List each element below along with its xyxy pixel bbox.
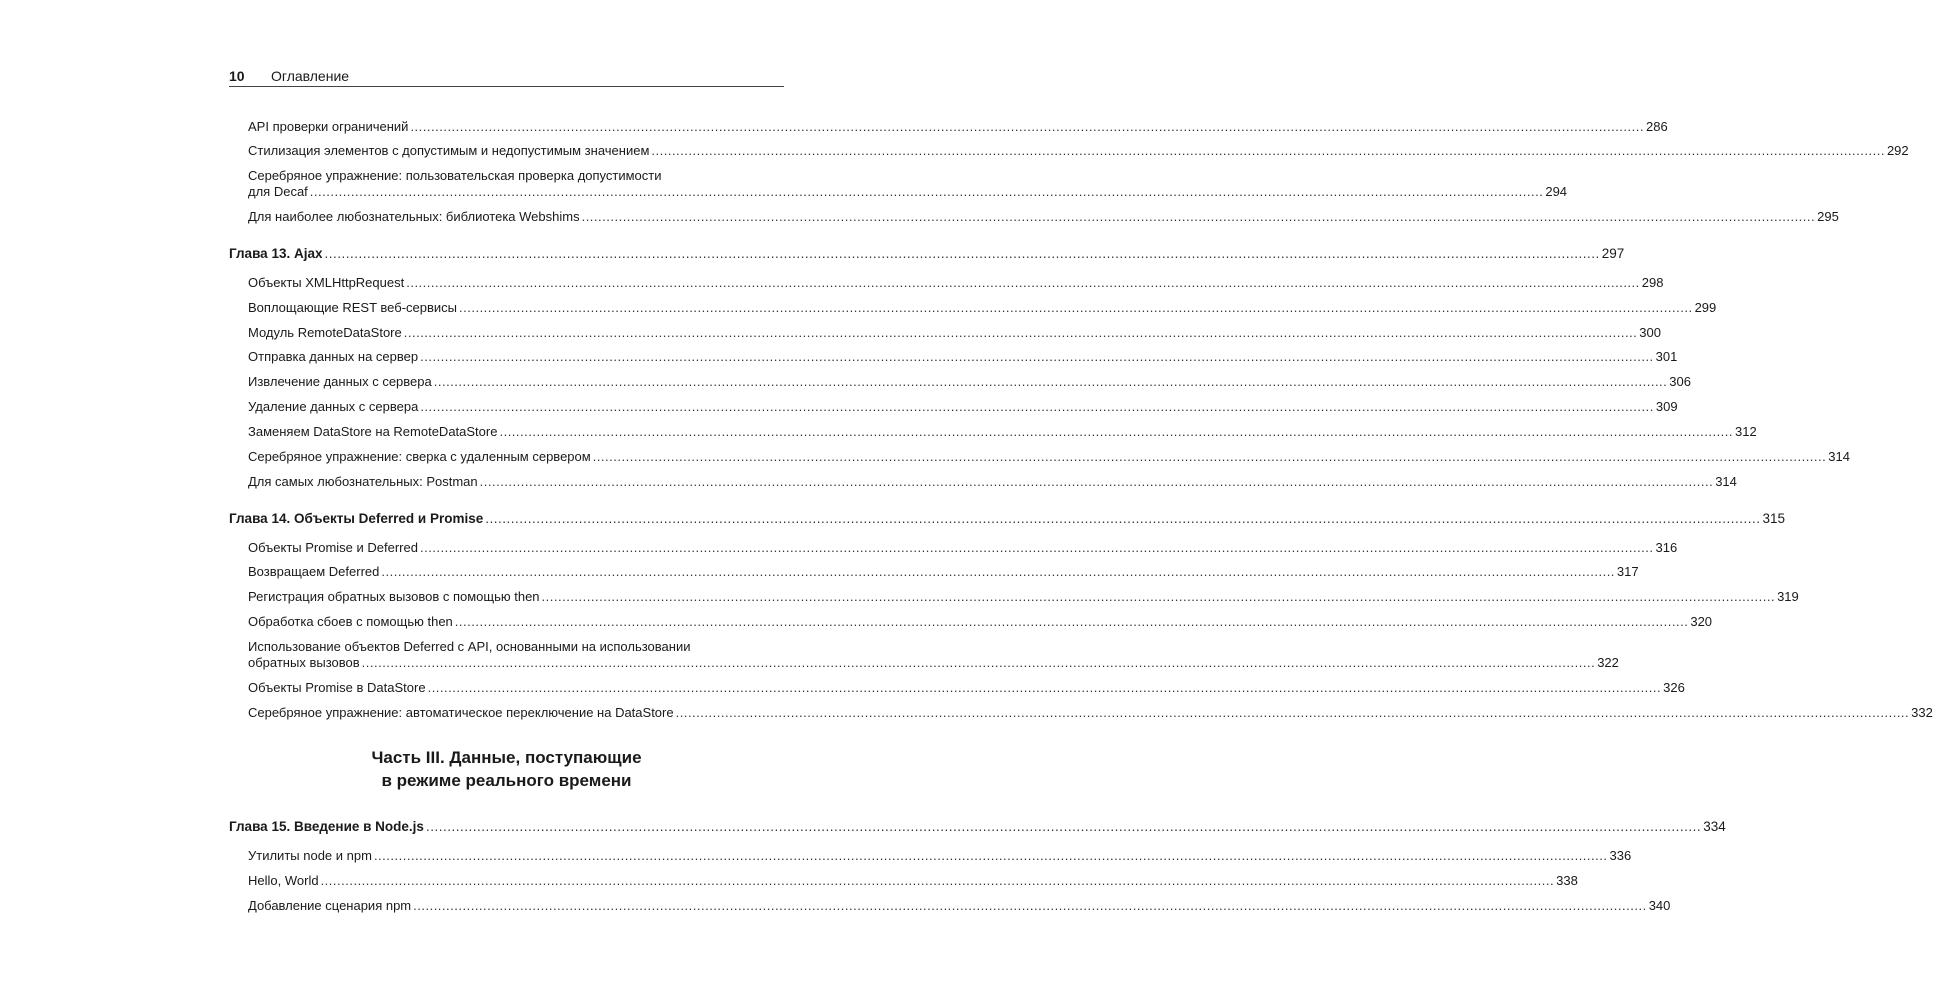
- toc-entry[interactable]: Обработка сбоев с помощью then ............................................................................................................................................................................................................................................................................................................ 320: [248, 614, 1713, 629]
- toc-entry[interactable]: Для самых любознательных: Postman ............................................................................................................................................................................................................................................................................................................ 314: [248, 474, 1737, 489]
- leader-dots: ............................................................................................................................................................................................................................................................................................................: [485, 511, 1761, 526]
- entry-page: 292: [1886, 143, 1909, 158]
- leader-dots: ............................................................................................................................................................................................................................................................................................................: [413, 898, 1647, 913]
- leader-dots: ............................................................................................................................................................................................................................................................................................................: [419, 540, 1654, 555]
- entry-page: 322: [1597, 655, 1619, 670]
- entry-page: 340: [1648, 898, 1671, 913]
- leader-dots: ............................................................................................................................................................................................................................................................................................................: [309, 184, 1544, 199]
- entry-page: 306: [1669, 374, 1691, 389]
- toc-entry[interactable]: Объекты Promise и Deferred ............................................................................................................................................................................................................................................................................................................ 316: [248, 540, 1678, 555]
- toc-entry[interactable]: Регистрация обратных вызовов с помощью then ............................................................................................................................................................................................................................................................................................................ 319: [248, 589, 1799, 604]
- leader-dots: ............................................................................................................................................................................................................................................................................................................: [675, 705, 1910, 720]
- chapter-page: 315: [1762, 511, 1785, 526]
- entry-page: 317: [1616, 564, 1639, 579]
- page-number: 10: [229, 68, 245, 84]
- leader-dots: ............................................................................................................................................................................................................................................................................................................: [651, 143, 1885, 158]
- toc-entry[interactable]: Добавление сценария npm ............................................................................................................................................................................................................................................................................................................ 340: [248, 898, 1671, 913]
- toc-entry[interactable]: Стилизация элементов с допустимым и недопустимым значением ............................................................................................................................................................................................................................................................................................................ 292: [248, 143, 1909, 158]
- leader-dots: ............................................................................................................................................................................................................................................................................................................: [433, 374, 1668, 389]
- toc-entry[interactable]: Серебряное упражнение: пользовательская проверка допустимости для Decaf ............................................................................................................................................................................................................................................................................................................ 294: [248, 168, 1568, 199]
- leader-dots: ............................................................................................................................................................................................................................................................................................................: [320, 873, 1555, 888]
- toc-entry[interactable]: API проверки ограничений ............................................................................................................................................................................................................................................................................................................ 286: [248, 119, 1668, 134]
- leader-dots: ............................................................................................................................................................................................................................................................................................................: [454, 614, 1689, 629]
- toc-entry[interactable]: Для наиболее любознательных: библиотека Webshims ............................................................................................................................................................................................................................................................................................................ 295: [248, 209, 1839, 224]
- chapter-heading[interactable]: Глава 14. Объекты Deferred и Promise ............................................................................................................................................................................................................................................................................................................ 315: [229, 511, 1785, 526]
- leader-dots: ............................................................................................................................................................................................................................................................................................................: [541, 589, 1776, 604]
- toc-entry[interactable]: Извлечение данных с сервера ............................................................................................................................................................................................................................................................................................................ 306: [248, 374, 1691, 389]
- toc-entry[interactable]: Объекты Promise в DataStore ............................................................................................................................................................................................................................................................................................................ 326: [248, 680, 1685, 695]
- leader-dots: ............................................................................................................................................................................................................................................................................................................: [381, 564, 1615, 579]
- entry-page: 319: [1777, 589, 1799, 604]
- entry-page: 332: [1911, 705, 1933, 720]
- leader-dots: ............................................................................................................................................................................................................................................................................................................: [459, 300, 1693, 315]
- entry-page: 326: [1663, 680, 1685, 695]
- leader-dots: ............................................................................................................................................................................................................................................................................................................: [324, 246, 1600, 261]
- entry-page: 286: [1645, 119, 1668, 134]
- leader-dots: ............................................................................................................................................................................................................................................................................................................: [592, 449, 1827, 464]
- toc-entry[interactable]: Hello, World ............................................................................................................................................................................................................................................................................................................ 338: [248, 873, 1578, 888]
- leader-dots: ............................................................................................................................................................................................................................................................................................................: [420, 349, 1654, 364]
- toc-entry[interactable]: Удаление данных с сервера ............................................................................................................................................................................................................................................................................................................ 309: [248, 399, 1678, 414]
- running-header: [229, 66, 784, 87]
- leader-dots: ............................................................................................................................................................................................................................................................................................................: [499, 424, 1734, 439]
- leader-dots: ............................................................................................................................................................................................................................................................................................................: [420, 399, 1654, 414]
- leader-dots: ............................................................................................................................................................................................................................................................................................................: [410, 119, 1644, 134]
- chapter-heading[interactable]: Глава 13. Ajax ............................................................................................................................................................................................................................................................................................................ 297: [229, 246, 1625, 261]
- entry-page: 316: [1655, 540, 1678, 555]
- leader-dots: ............................................................................................................................................................................................................................................................................................................: [406, 275, 1640, 290]
- toc-entry[interactable]: Серебряное упражнение: сверка с удаленным сервером ............................................................................................................................................................................................................................................................................................................ 314: [248, 449, 1850, 464]
- header-title: Оглавление: [271, 68, 350, 84]
- entry-page: 320: [1690, 614, 1713, 629]
- toc-entry[interactable]: Возвращаем Deferred ............................................................................................................................................................................................................................................................................................................ 317: [248, 564, 1639, 579]
- entry-page: 299: [1694, 300, 1717, 315]
- leader-dots: ............................................................................................................................................................................................................................................................................................................: [425, 819, 1702, 834]
- entry-page: 309: [1655, 399, 1678, 414]
- leader-dots: ............................................................................................................................................................................................................................................................................................................: [427, 680, 1662, 695]
- entry-page: 314: [1715, 474, 1737, 489]
- chapter-page: 297: [1601, 246, 1625, 261]
- toc-entry[interactable]: Заменяем DataStore на RemoteDataStore ............................................................................................................................................................................................................................................................................................................ 312: [248, 424, 1757, 439]
- toc-entry[interactable]: Отправка данных на сервер ............................................................................................................................................................................................................................................................................................................ 301: [248, 349, 1678, 364]
- entry-page: 294: [1545, 184, 1568, 199]
- toc-entry[interactable]: Использование объектов Deferred с API, основанными на использовании обратных вызовов ............................................................................................................................................................................................................................................................................................................ 322: [248, 639, 1619, 670]
- entry-page: 336: [1609, 848, 1632, 863]
- chapter-heading[interactable]: Глава 15. Введение в Node.js ............................................................................................................................................................................................................................................................................................................ 334: [229, 819, 1726, 834]
- entry-page: 295: [1817, 209, 1839, 224]
- toc-entry[interactable]: Воплощающие REST веб-сервисы ............................................................................................................................................................................................................................................................................................................ 299: [248, 300, 1717, 315]
- toc-entry[interactable]: Объекты XMLHttpRequest ............................................................................................................................................................................................................................................................................................................ 298: [248, 275, 1664, 290]
- leader-dots: ............................................................................................................................................................................................................................................................................................................: [403, 325, 1638, 340]
- entry-page: 338: [1556, 873, 1578, 888]
- part-heading: Часть III. Данные, поступающие в режиме реального времени: [371, 748, 642, 790]
- toc-entry[interactable]: Утилиты node и npm ............................................................................................................................................................................................................................................................................................................ 336: [248, 848, 1632, 863]
- leader-dots: ............................................................................................................................................................................................................................................................................................................: [373, 848, 1608, 863]
- entry-page: 312: [1735, 424, 1757, 439]
- entry-page: 314: [1828, 449, 1850, 464]
- entry-page: 298: [1641, 275, 1664, 290]
- chapter-page: 334: [1703, 819, 1726, 834]
- leader-dots: ............................................................................................................................................................................................................................................................................................................: [479, 474, 1714, 489]
- toc-entry[interactable]: Модуль RemoteDataStore ............................................................................................................................................................................................................................................................................................................ 300: [248, 325, 1661, 340]
- entry-page: 300: [1639, 325, 1661, 340]
- leader-dots: ............................................................................................................................................................................................................................................................................................................: [581, 209, 1816, 224]
- entry-page: 301: [1655, 349, 1678, 364]
- leader-dots: ............................................................................................................................................................................................................................................................................................................: [361, 655, 1596, 670]
- toc-entry[interactable]: Серебряное упражнение: автоматическое переключение на DataStore ............................................................................................................................................................................................................................................................................................................ 332: [248, 705, 1933, 720]
